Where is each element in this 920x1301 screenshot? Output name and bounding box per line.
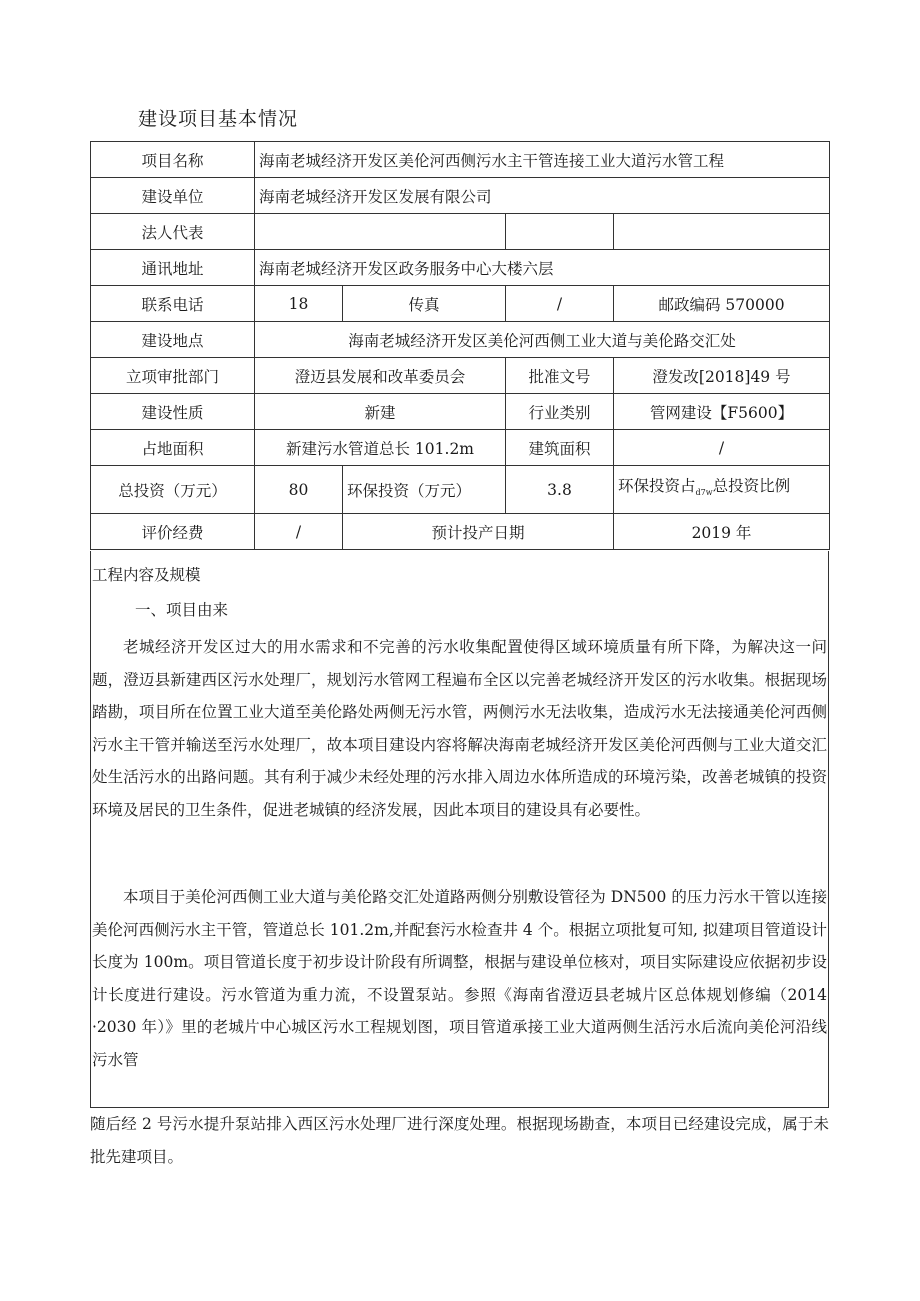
tail-paragraph: 随后经 2 号污水提升泵站排入西区污水处理厂进行深度处理。根据现场勘查，本项目已经建设完成，属于未批先建项目。 (90, 1115, 829, 1166)
section-subtitle: 一、项目由来 (135, 601, 229, 619)
value-site: 海南老城经济开发区美伦河西侧工业大道与美伦路交汇处 (255, 322, 830, 358)
row-unit (91, 178, 830, 214)
row-address (91, 250, 830, 286)
value-approval: 澄迈县发展和改革委员会 (255, 358, 506, 394)
label-unit: 建设单位 (91, 178, 255, 214)
label-invest: 总投资（万元） (91, 466, 255, 514)
value-industry: 管网建设【F5600】 (614, 394, 830, 430)
value-unit: 海南老城经济开发区发展有限公司 (255, 178, 830, 214)
value-nature: 新建 (255, 394, 506, 430)
row-approval (91, 358, 830, 394)
value-project-name: 海南老城经济开发区美伦河西侧污水主干管连接工业大道污水管工程 (255, 142, 830, 178)
page-title: 建设项目基本情况 (138, 108, 299, 130)
paragraph-scope: 本项目于美伦河西侧工业大道与美伦路交汇处道路两侧分别敷设管径为 DN500 的压力污水干管以连接美伦河西侧污水主干管，管道总长 101.2m,并配套污水检查井 4 个。根据立项批复可知, 拟建项目管道设计长度为 100m。项目管道长度于初步设计阶段有所调整，根据与建设单位核对，项目实际建设应依据初步设计长度进行建设。污水管道为重力流，不设置泵站。参照《海南省澄迈县老城片区总体规划修编（2014 ·2030 年）》里的老城片中心城区污水工程规划图，项目管道承接工业大道两侧生活污水后流向美伦河沿线污水管 (92, 888, 827, 1069)
label-fax: 传真 (343, 286, 506, 322)
value-building: / (614, 430, 830, 466)
row-area (91, 430, 830, 466)
value-doc: 澄发改[2018]49 号 (614, 358, 830, 394)
value-postcode: 邮政编码 570000 (614, 286, 830, 322)
label-industry: 行业类别 (506, 394, 614, 430)
env-ratio-a: 环保投资占 (618, 476, 696, 495)
label-fee: 评价经费 (91, 514, 255, 550)
label-nature: 建设性质 (91, 394, 255, 430)
paragraph-origin: 老城经济开发区过大的用水需求和不完善的污水收集配置使得区域环境质量有所下降，为解决这一问题，澄迈县新建西区污水处理厂，规划污水管网工程遍布全区以完善老城经济开发区的污水收集。根据现场踏勘，项目所在位置工业大道至美伦路处两侧无污水管，两侧污水无法收集，造成污水无法接通美伦河西侧污水主干管并输送至污水处理厂，故本项目建设内容将解决海南老城经济开发区美伦河西侧与工业大道交汇处生活污水的出路问题。其有利于减少未经处理的污水排入周边水体所造成的环境污染，改善老城镇的投资环境及居民的卫生条件，促进老城镇的经济发展，因此本项目的建设具有必要性。 (92, 638, 827, 819)
env-ratio-sub: d7w (695, 488, 713, 498)
env-ratio-b: 总投资比例 (712, 476, 791, 495)
row-site (91, 322, 830, 358)
label-site: 建设地点 (91, 322, 255, 358)
row-invest (91, 466, 830, 514)
label-address: 通讯地址 (91, 250, 255, 286)
value-address: 海南老城经济开发区政务服务中心大楼六层 (255, 250, 830, 286)
row-project-name (91, 142, 830, 178)
legal-blank-1 (506, 214, 614, 250)
row-nature (91, 394, 830, 430)
value-env-invest: 3.8 (506, 466, 614, 514)
label-legal: 法人代表 (91, 214, 255, 250)
value-fee: / (255, 514, 343, 550)
legal-blank-2 (614, 214, 830, 250)
value-date: 2019 年 (614, 514, 830, 550)
label-doc: 批准文号 (506, 358, 614, 394)
row-legal (91, 214, 830, 250)
label-project-name: 项目名称 (91, 142, 255, 178)
project-content-section (90, 551, 829, 1108)
value-invest: 80 (255, 466, 343, 514)
value-fax: / (506, 286, 614, 322)
label-env-invest: 环保投资（万元） (343, 466, 506, 514)
row-phone (91, 286, 830, 322)
label-approval: 立项审批部门 (91, 358, 255, 394)
section-title: 工程内容及规模 (92, 566, 201, 584)
value-area: 新建污水管道总长 101.2m (255, 430, 506, 466)
value-legal (255, 214, 506, 250)
value-phone: 18 (255, 286, 343, 322)
label-env-ratio (614, 466, 830, 514)
label-building: 建筑面积 (506, 430, 614, 466)
label-phone: 联系电话 (91, 286, 255, 322)
row-fee (91, 514, 830, 550)
label-area: 占地面积 (91, 430, 255, 466)
label-date: 预计投产日期 (343, 514, 614, 550)
basic-info-table (90, 141, 830, 550)
